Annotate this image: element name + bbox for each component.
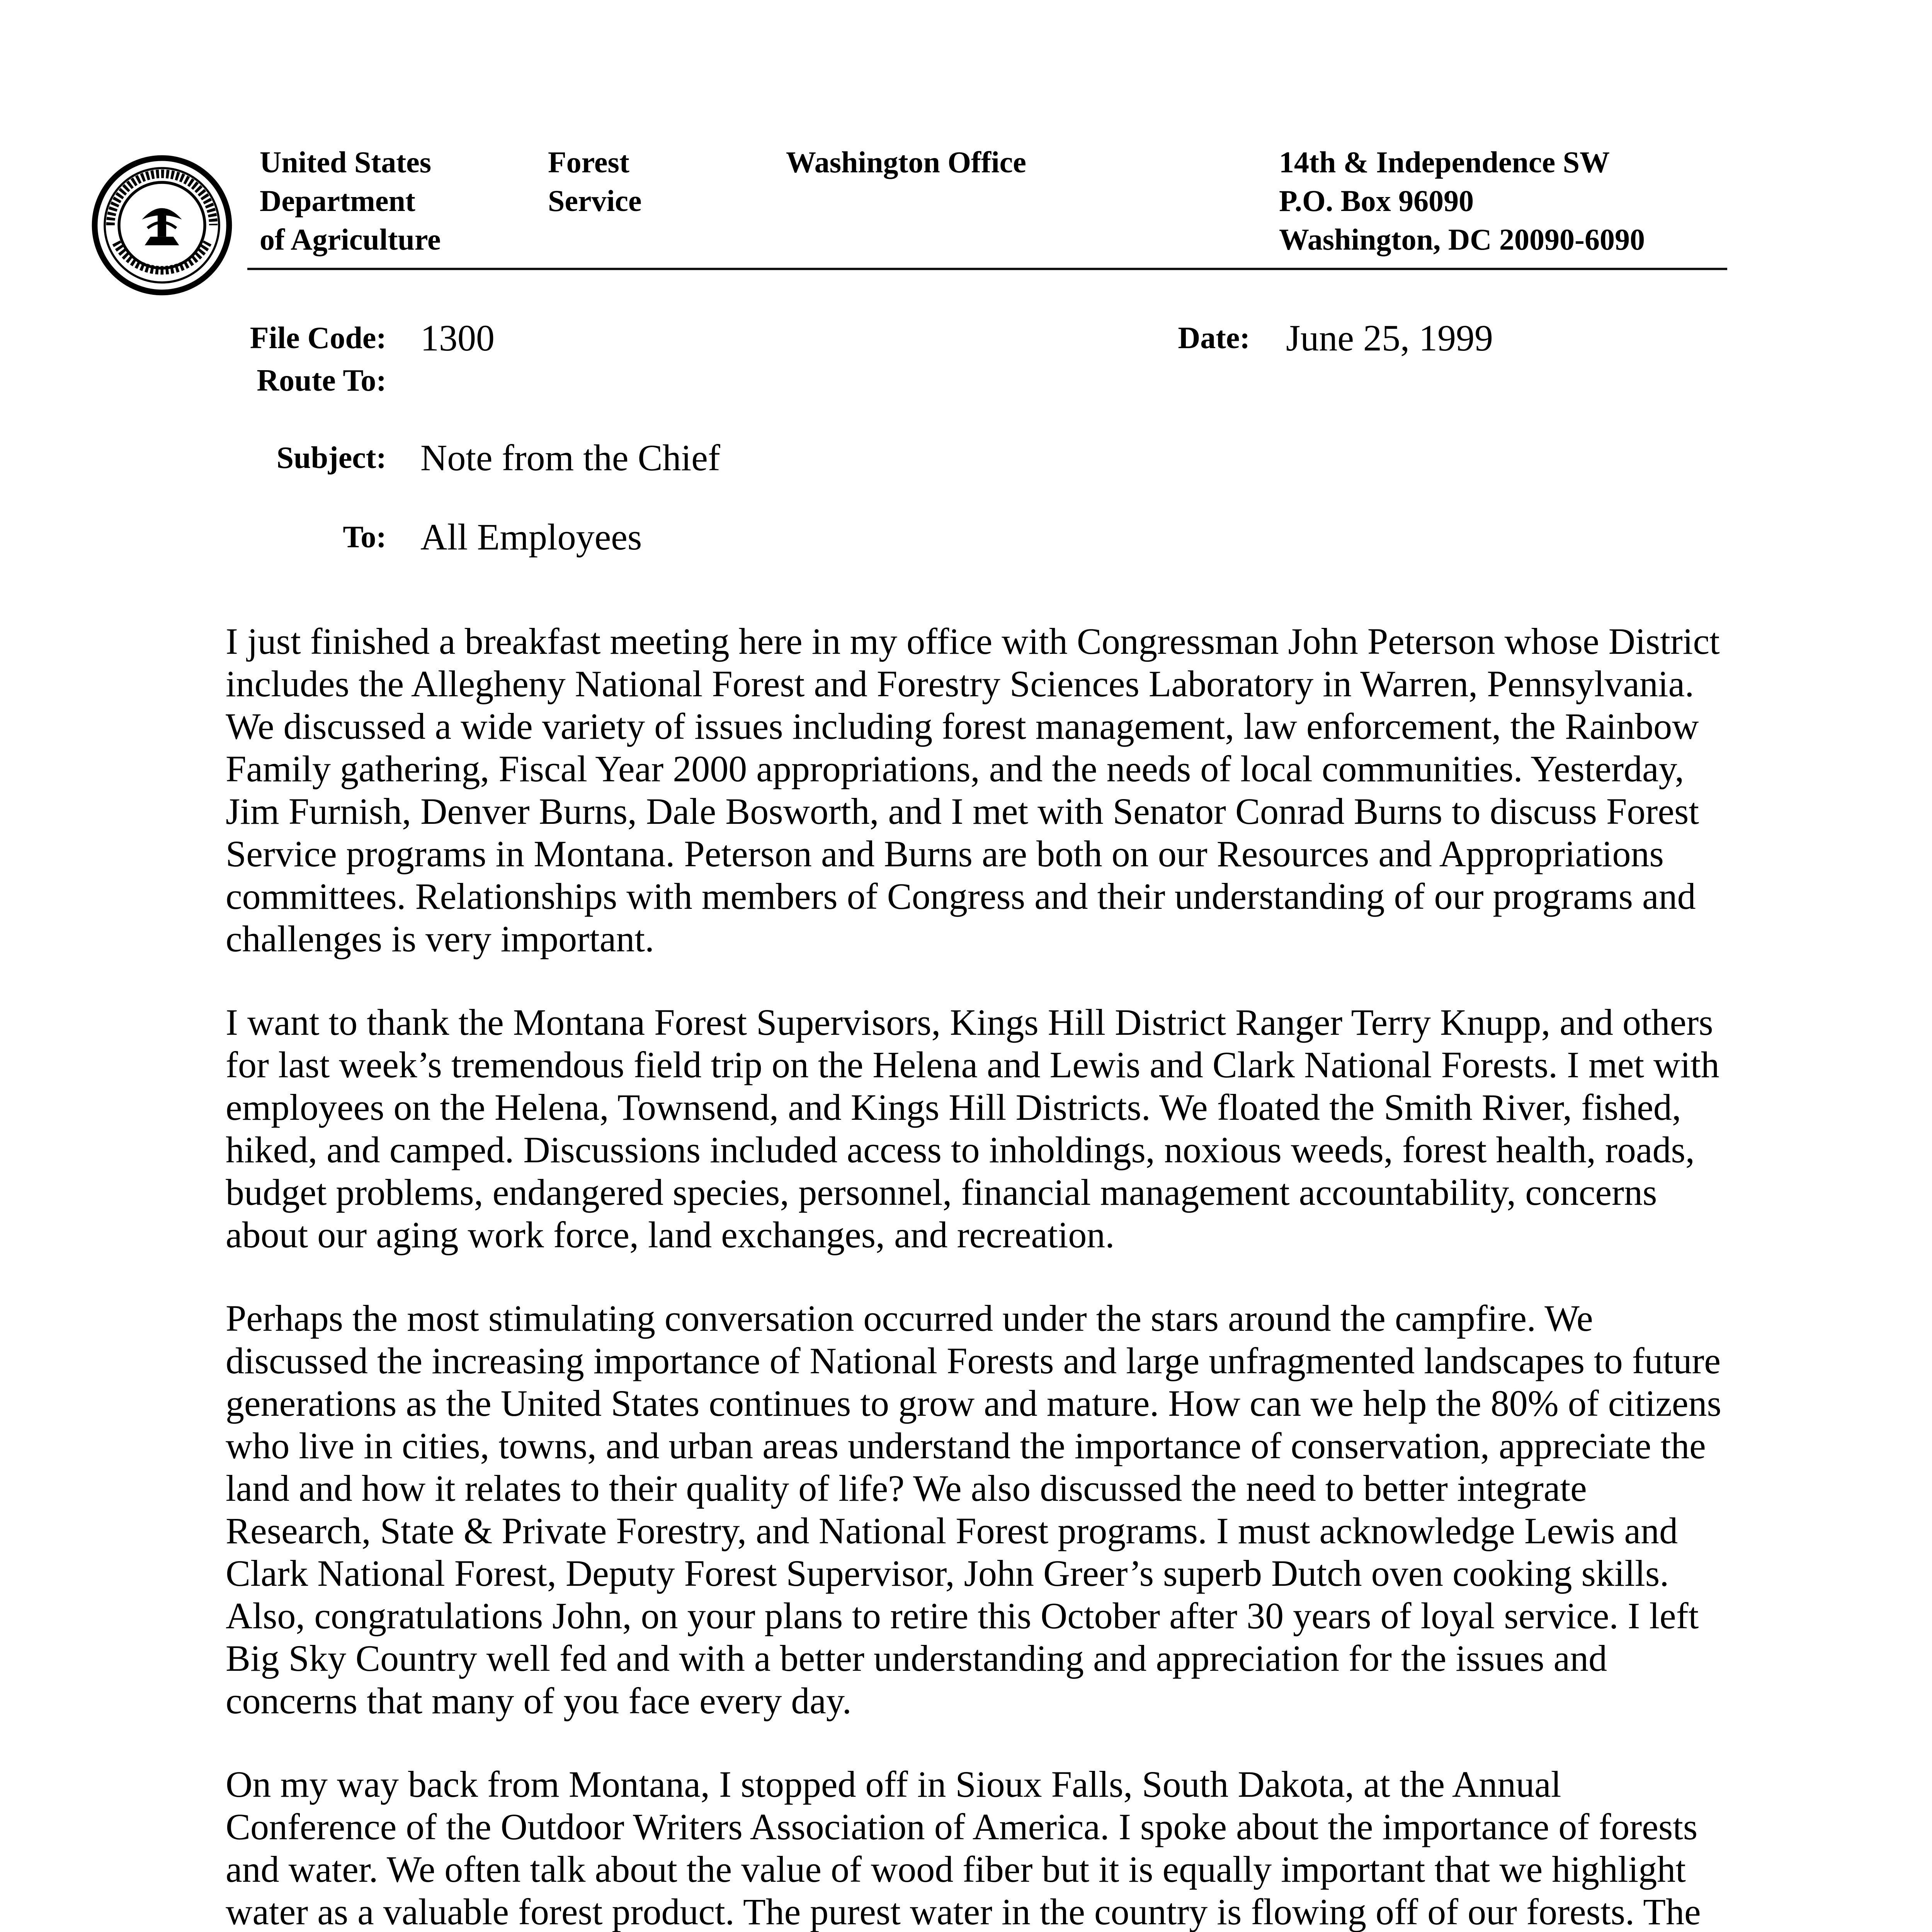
route-to-label: Route To: <box>257 364 386 398</box>
body-paragraph-3: Perhaps the most stimulating conversation occurred under the stars around the campfire. We discussed the increasing importance of National Forests and large unfragmented landscapes to future generations as the United States continues to grow and mature. How can we help the 80% of citizens who live in cities, towns, and urban areas understand the importance of conservation, appreciate the land and how it relates to their quality of life? We also discussed the need to better integrate Research, State & Private Forestry, and National Forest programs. I must acknowledge Lewis and Clark National Forest, Deputy Forest Supervisor, John Greer’s superb Dutch oven cooking skills. Also, congratulations John, on your plans to retire this October after 30 years of loyal service. I left Big Sky Country well fed and with a better understanding and appreciation for the issues and concerns that many of you face every day. <box>226 1298 1721 1721</box>
date-label: Date: <box>1178 321 1250 355</box>
office-address: 14th & Independence SW P.O. Box 96090 Washington, DC 20090-6090 <box>1279 145 1645 256</box>
file-code-value: 1300 <box>420 317 495 359</box>
body-paragraph-4-text: On my way back from Montana, I stopped off in Sioux Falls, South Dakota, at the Annual Conference of the Outdoor Writers Association of America. I spoke about the importance of forests and water. We often talk about the value of wood fiber but it is equally important that we highlight water as a valuable forest product. The purest water in the country is flowing off of our forests. The <box>226 1764 1701 1932</box>
usda-seal-icon <box>90 154 233 297</box>
service-name: Forest Service <box>548 145 642 218</box>
letter-body <box>226 620 1733 1932</box>
to-value: All Employees <box>420 516 642 558</box>
subject-value: Note from the Chief <box>420 437 720 478</box>
office-name: Washington Office <box>786 145 1026 179</box>
body-paragraph-4 <box>226 1763 1733 1932</box>
agency-name: United States Department of Agriculture <box>260 145 441 256</box>
subject-label: Subject: <box>276 441 386 475</box>
to-label: To: <box>343 520 386 554</box>
date-value: June 25, 1999 <box>1286 317 1493 359</box>
body-paragraph-1: I just finished a breakfast meeting here in my office with Congressman John Peterson whose District includes the Allegheny National Forest and Forestry Sciences Laboratory in Warren, Pennsylvania. We discussed a wide variety of issues including forest management, law enforcement, the Rainbow Family gathering, Fiscal Year 2000 appropriations, and the needs of local communities. Yesterday, Jim Furnish, Denver Burns, Dale Bosworth, and I met with Senator Conrad Burns to discuss Forest Service programs in Montana. Peterson and Burns are both on our Resources and Appropriations committees. Relationships with members of Congress and their understanding of our programs and challenges is very important. <box>226 621 1720 959</box>
body-paragraph-2: I want to thank the Montana Forest Supervisors, Kings Hill District Ranger Terry Knupp, and others for last week’s tremendous field trip on the Helena and Lewis and Clark National Forests. I met with employees on the Helena, Townsend, and Kings Hill Districts. We floated the Smith River, fished, hiked, and camped. Discussions included access to inholdings, noxious weeds, forest health, roads, budget problems, endangered species, personnel, financial management accountability, concerns about our aging work force, land exchanges, and recreation. <box>226 1002 1719 1255</box>
file-code-label: File Code: <box>250 321 386 355</box>
letterhead-divider <box>247 268 1727 270</box>
